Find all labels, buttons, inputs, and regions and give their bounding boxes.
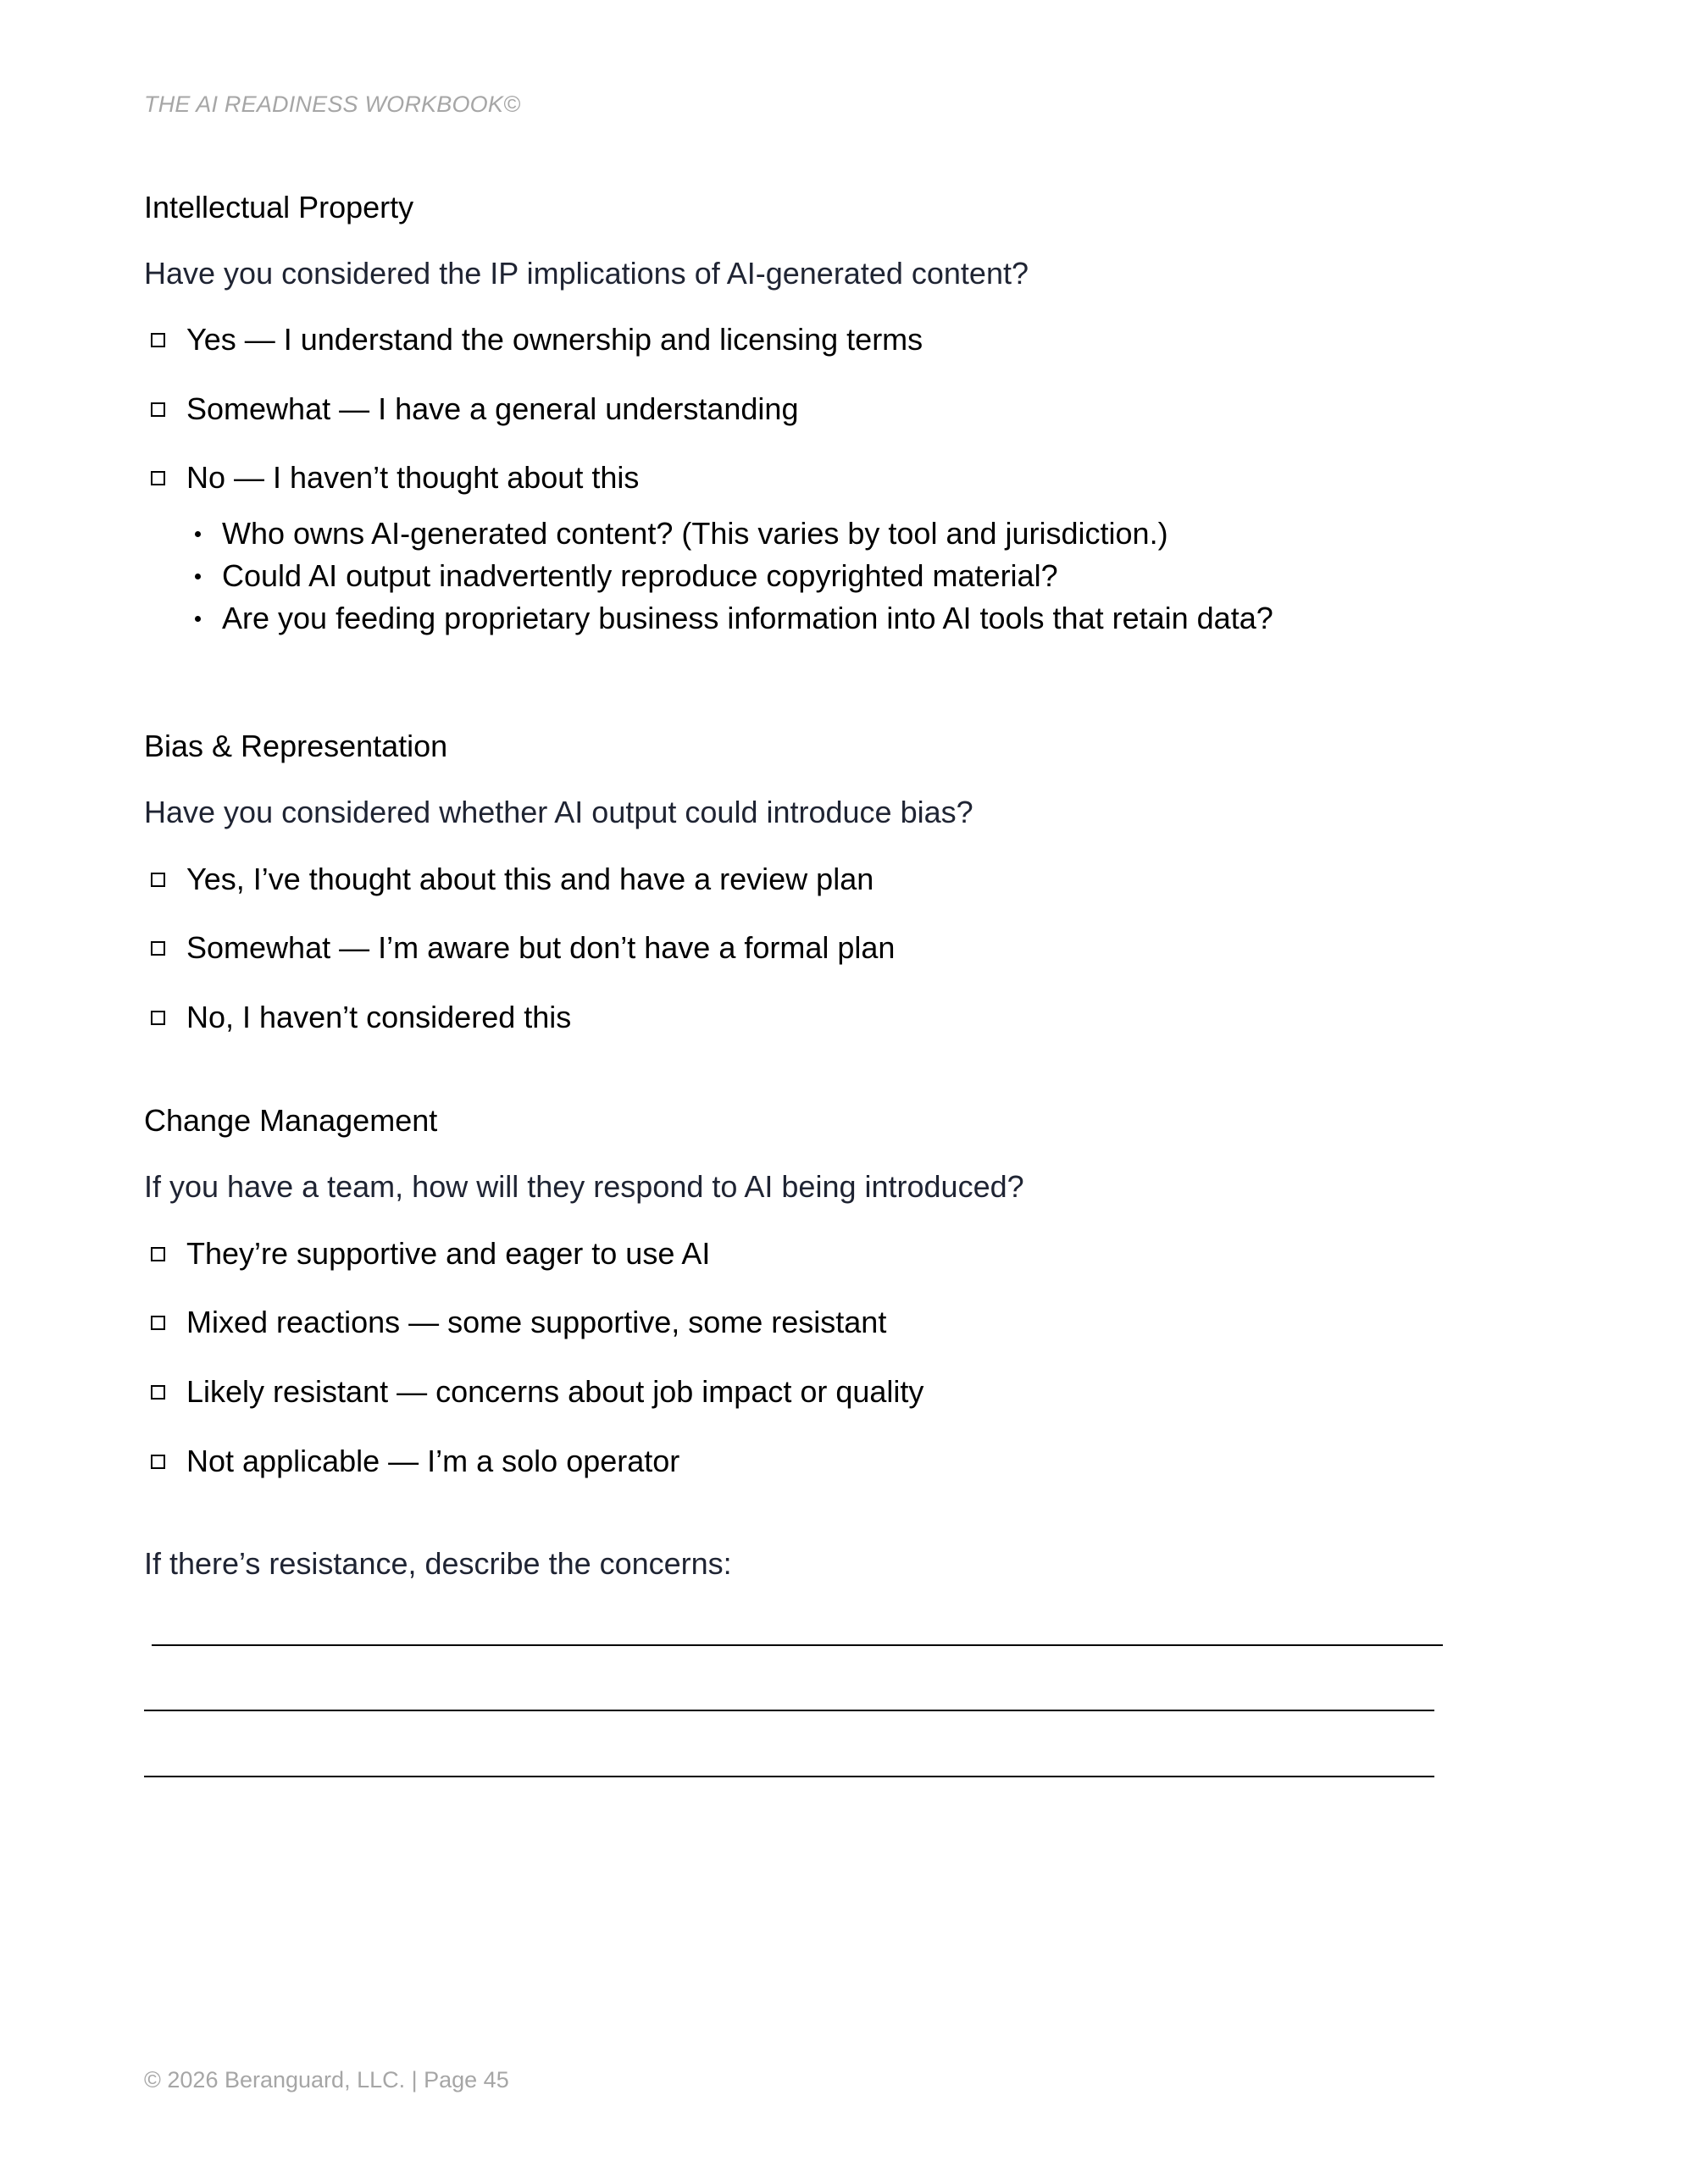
option-bias-yes[interactable] xyxy=(144,862,874,897)
checkbox-icon[interactable] xyxy=(151,1316,165,1330)
option-team-resistant[interactable] xyxy=(144,1374,923,1410)
option-label: No — I haven’t thought about this xyxy=(186,460,640,495)
question-team-response: If you have a team, how will they respond to AI being introduced? xyxy=(144,1169,1024,1204)
option-bias-somewhat[interactable] xyxy=(144,930,895,966)
section-title-intellectual-property: Intellectual Property xyxy=(144,190,414,224)
option-label: Not applicable — I’m a solo operator xyxy=(186,1444,680,1478)
list-item: Are you feeding proprietary business information into AI tools that retain data? xyxy=(191,597,1273,640)
list-item: Who owns AI-generated content? (This varies by tool and jurisdiction.) xyxy=(191,513,1273,555)
checkbox-icon[interactable] xyxy=(151,1385,165,1400)
page-footer: © 2026 Beranguard, LLC. | Page 45 xyxy=(144,2067,509,2093)
ip-considerations-list xyxy=(191,513,1273,640)
option-label: Mixed reactions — some supportive, some resistant xyxy=(186,1305,887,1339)
question-ai-bias: Have you considered whether AI output could introduce bias? xyxy=(144,795,973,829)
answer-line[interactable] xyxy=(144,1710,1434,1711)
section-title-change-management: Change Management xyxy=(144,1103,438,1138)
option-team-mixed[interactable] xyxy=(144,1305,886,1340)
option-ip-somewhat[interactable] xyxy=(144,391,798,427)
option-team-not-applicable[interactable] xyxy=(144,1444,679,1479)
checkbox-icon[interactable] xyxy=(151,1011,165,1025)
bullet-icon xyxy=(195,531,201,537)
option-label: Likely resistant — concerns about job impact or quality xyxy=(186,1374,924,1409)
bullet-icon xyxy=(195,574,201,579)
checkbox-icon[interactable] xyxy=(151,333,165,347)
option-team-supportive[interactable] xyxy=(144,1236,710,1272)
checkbox-icon[interactable] xyxy=(151,941,165,956)
option-label: Yes, I’ve thought about this and have a review plan xyxy=(186,862,874,896)
option-bias-no[interactable] xyxy=(144,1000,571,1035)
checkbox-icon[interactable] xyxy=(151,873,165,887)
section-title-bias-representation: Bias & Representation xyxy=(144,729,448,763)
running-header: THE AI READINESS WORKBOOK© xyxy=(144,91,521,117)
answer-line[interactable] xyxy=(152,1644,1443,1646)
checkbox-icon[interactable] xyxy=(151,1247,165,1261)
option-label: Yes — I understand the ownership and licensing terms xyxy=(186,322,923,357)
option-ip-yes[interactable] xyxy=(144,322,923,358)
bullet-icon xyxy=(195,616,201,622)
option-label: They’re supportive and eager to use AI xyxy=(186,1236,711,1271)
checkbox-icon[interactable] xyxy=(151,1455,165,1469)
option-label: Somewhat — I’m aware but don’t have a formal plan xyxy=(186,930,896,965)
option-label: No, I haven’t considered this xyxy=(186,1000,572,1034)
question-ip-implications: Have you considered the IP implications of AI-generated content? xyxy=(144,256,1029,291)
answer-line[interactable] xyxy=(144,1776,1434,1777)
option-label: Somewhat — I have a general understanding xyxy=(186,391,799,426)
list-item: Could AI output inadvertently reproduce copyrighted material? xyxy=(191,555,1273,597)
option-ip-no[interactable] xyxy=(144,460,639,496)
checkbox-icon[interactable] xyxy=(151,471,165,485)
resistance-prompt: If there’s resistance, describe the concerns: xyxy=(144,1546,732,1581)
checkbox-icon[interactable] xyxy=(151,402,165,417)
